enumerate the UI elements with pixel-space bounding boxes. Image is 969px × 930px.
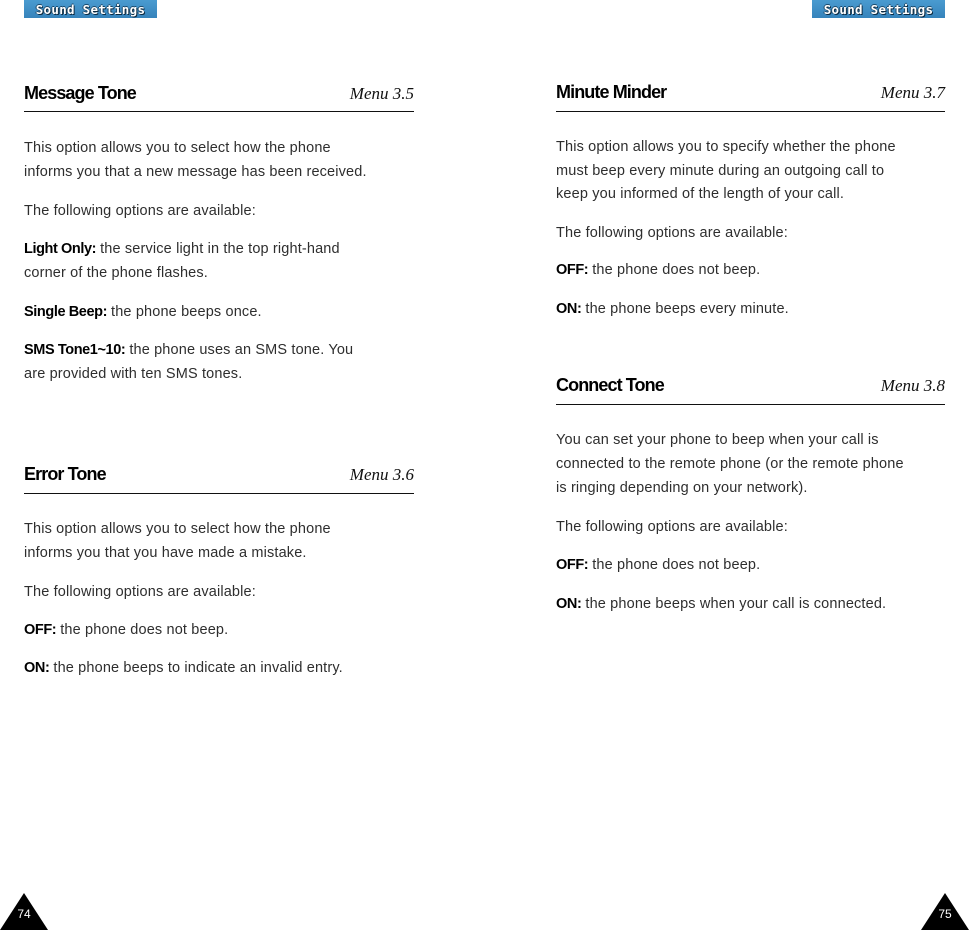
error-tone-title: Error Tone	[24, 464, 106, 484]
message-tone-title: Message Tone	[24, 83, 136, 103]
minute-minder-intro	[556, 136, 945, 207]
option-line	[556, 553, 945, 577]
option-on	[556, 297, 945, 321]
message-tone-menu-number: Menu 3.5	[349, 84, 414, 103]
connect-tone-intro	[556, 428, 945, 500]
options-intro-text: The following options are available:	[556, 225, 788, 241]
intro-line: This option allows you to specify whether the phone	[556, 139, 896, 155]
intro-line: informs you that a new message has been received.	[24, 164, 367, 180]
minute-minder-menu-number: Menu 3.7	[880, 83, 945, 102]
intro-line: must beep every minute during an outgoing call to	[556, 162, 885, 179]
options-intro-text: The following options are available:	[24, 584, 256, 600]
intro-line: is ringing depending on your network).	[556, 480, 808, 496]
message-tone-heading	[24, 82, 414, 104]
intro-line: keep you informed of the length of your call.	[556, 186, 845, 202]
option-line: corner of the phone flashes.	[24, 265, 208, 281]
message-tone-rule	[24, 111, 414, 112]
intro-line: This option allows you to select how the phone	[24, 140, 331, 156]
intro-line: You can set your phone to beep when your call is	[556, 432, 879, 448]
option-term: SMS Tone1~10:	[24, 342, 126, 358]
option-text: the service light in the top right-hand	[100, 241, 340, 257]
connect-tone-heading	[556, 374, 945, 396]
minute-minder-title: Minute Minder	[556, 82, 667, 102]
connect-tone-menu-number: Menu 3.8	[880, 376, 945, 395]
option-text: the phone beeps every minute.	[585, 301, 789, 317]
option-text: the phone beeps when your call is connected.	[585, 596, 887, 612]
message-tone-intro	[24, 136, 414, 184]
page-number-left	[0, 893, 48, 930]
error-tone-heading	[24, 463, 414, 485]
option-line	[556, 297, 945, 321]
option-term: Single Beep:	[24, 304, 108, 320]
error-tone-intro	[24, 517, 414, 565]
option-off	[24, 618, 414, 642]
option-single-beep	[24, 300, 414, 324]
section-tab-left: Sound Settings	[24, 0, 157, 18]
error-tone-options-intro	[24, 580, 414, 604]
intro-line: This option allows you to select how the phone	[24, 521, 331, 537]
page-number-right-text: 75	[938, 907, 952, 921]
option-term: OFF:	[556, 262, 589, 278]
page-number-left-text: 74	[17, 907, 31, 921]
intro-line: informs you that you have made a mistake.	[24, 545, 307, 561]
option-term: Light Only:	[24, 241, 97, 257]
option-line	[24, 618, 414, 642]
minute-minder-heading	[556, 81, 945, 103]
option-term: ON:	[24, 660, 50, 676]
message-tone-options-intro	[24, 199, 414, 223]
error-tone-menu-number: Menu 3.6	[349, 465, 414, 484]
option-line	[556, 258, 945, 282]
section-tab-right: Sound Settings	[812, 0, 945, 18]
intro-line: connected to the remote phone (or the remote phone	[556, 456, 904, 472]
option-line	[24, 656, 414, 680]
option-on	[24, 656, 414, 680]
minute-minder-rule	[556, 111, 945, 112]
option-term: OFF:	[556, 557, 589, 573]
option-sms-tone	[24, 338, 414, 386]
minute-minder-options-intro	[556, 221, 945, 245]
option-line	[24, 300, 414, 324]
options-intro-text: The following options are available:	[24, 203, 256, 219]
option-light-only	[24, 237, 414, 285]
page-number-right	[921, 893, 969, 930]
options-intro-text: The following options are available:	[556, 519, 788, 535]
option-term: OFF:	[24, 622, 57, 638]
option-text: the phone beeps once.	[111, 304, 262, 320]
option-off	[556, 553, 945, 577]
option-term: ON:	[556, 596, 582, 612]
option-text: the phone uses an SMS tone. You	[129, 342, 354, 358]
option-line	[24, 338, 414, 362]
option-line: are provided with ten SMS tones.	[24, 366, 243, 382]
option-line	[556, 592, 945, 616]
option-on	[556, 592, 945, 616]
right-page	[556, 0, 945, 880]
option-text: the phone does not beep.	[592, 557, 761, 573]
error-tone-rule	[24, 493, 414, 494]
option-text: the phone beeps to indicate an invalid entry.	[53, 660, 343, 676]
option-text: the phone does not beep.	[592, 262, 761, 278]
option-term: ON:	[556, 301, 582, 317]
connect-tone-options-intro	[556, 515, 945, 539]
option-off	[556, 258, 945, 282]
left-page	[24, 0, 414, 880]
option-text: the phone does not beep.	[60, 622, 229, 638]
connect-tone-rule	[556, 404, 945, 405]
option-line	[24, 237, 414, 261]
connect-tone-title: Connect Tone	[556, 375, 664, 395]
